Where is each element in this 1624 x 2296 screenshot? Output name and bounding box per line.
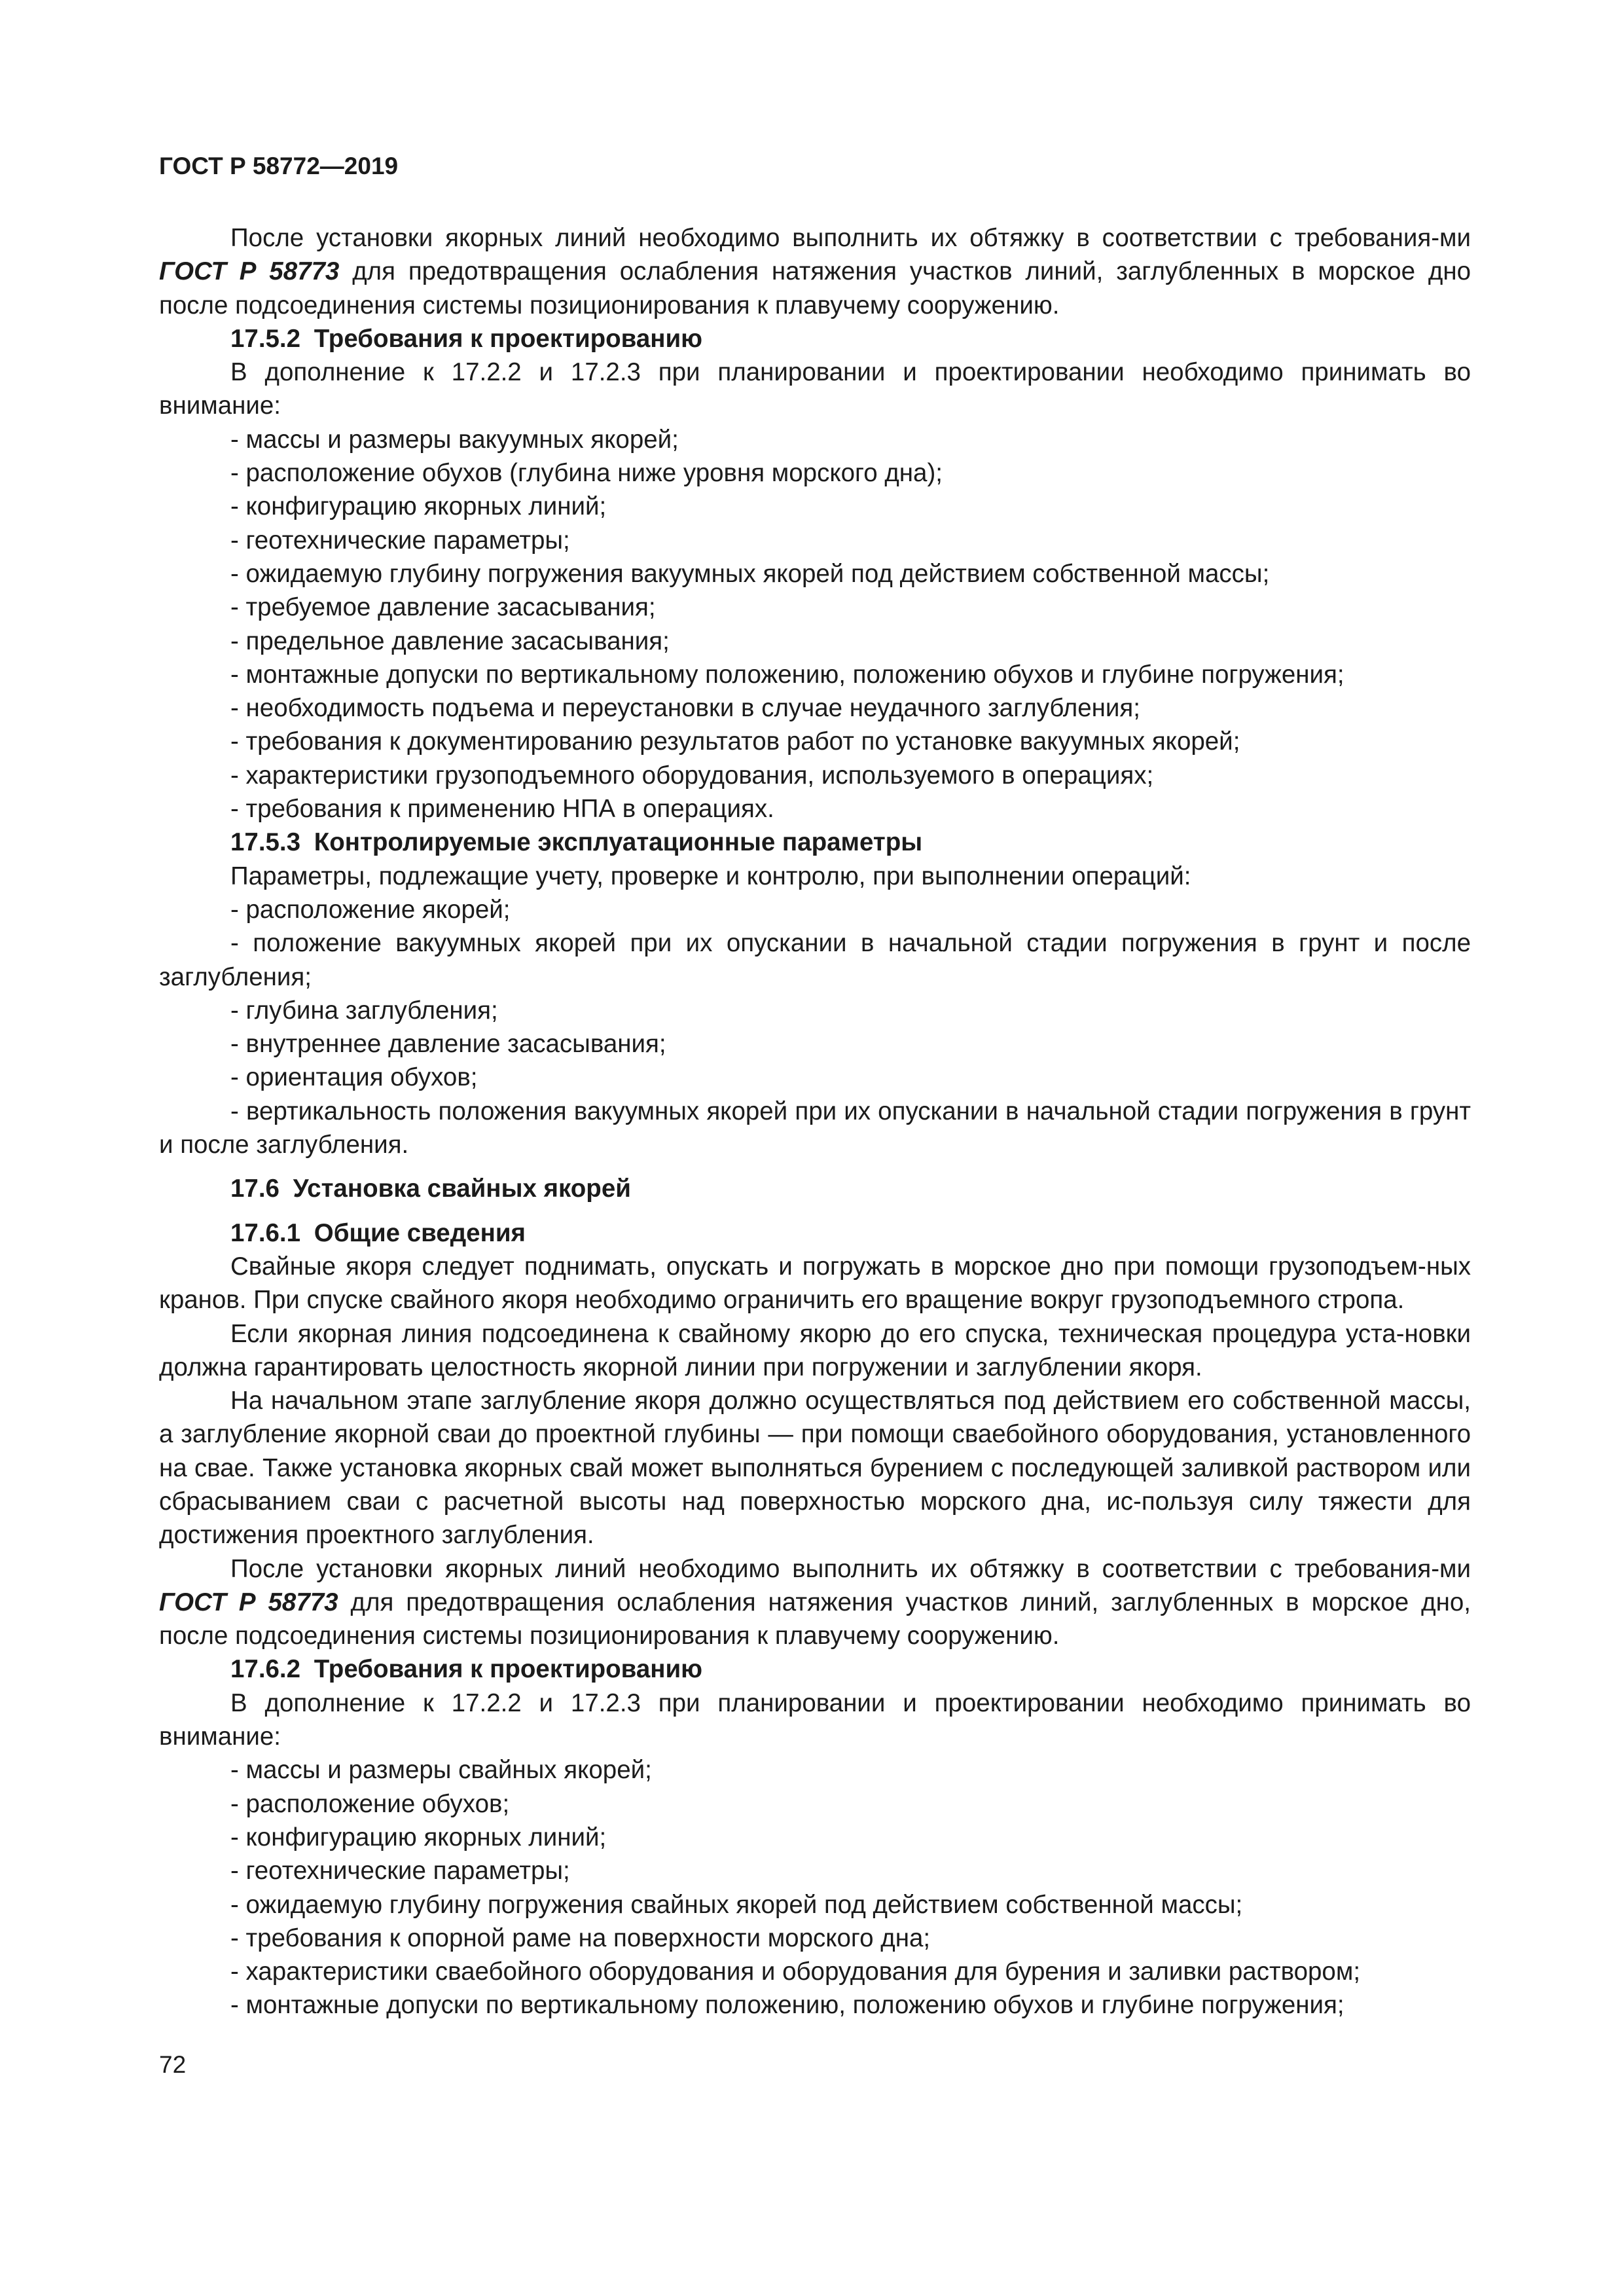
list-item: - конфигурацию якорных линий; — [230, 492, 607, 521]
list-item: - требуемое давление засасывания; — [230, 593, 656, 622]
section-heading-17-6 — [159, 1172, 1471, 1205]
body-paragraph: Свайные якоря следует поднимать, опускать и погружать в морское дно при помощи грузоподъем-ных кранов. При спуске свайного якоря необходимо ограничить его вращение вокруг грузоподъемного стропа. — [159, 1252, 1471, 1315]
text-fragment: После установки якорных линий необходимо выполнить их обтяжку в соответствии с требования-ми — [230, 1554, 1471, 1583]
list-item: - внутреннее давление засасывания; — [230, 1030, 666, 1059]
list-item: - расположение обухов (глубина ниже уровня морского дна); — [230, 459, 943, 488]
text-fragment: После установки якорных линий необходимо выполнить их обтяжку в соответствии с требования-ми — [230, 224, 1471, 252]
section-title: Требования к проектированию — [314, 324, 703, 353]
list-item: - характеристики сваебойного оборудования и оборудования для бурения и заливки раствором; — [230, 1958, 1361, 1986]
list-item: - ожидаемую глубину погружения вакуумных якорей под действием собственной массы; — [230, 559, 1270, 588]
section-number: 17.6.2 — [230, 1655, 301, 1684]
list-item: - геотехнические параметры; — [230, 1857, 570, 1886]
list-item: - монтажные допуски по вертикальному положению, положению обухов и глубине погружения; — [230, 1991, 1344, 2020]
list-item: - конфигурацию якорных линий; — [230, 1823, 607, 1851]
page-number: 72 — [159, 2051, 187, 2078]
subsection-heading-17-5-2 — [159, 322, 1471, 355]
standard-reference: ГОСТ Р 58773 — [159, 257, 340, 286]
list-item: - требования к применению НПА в операциях. — [230, 795, 774, 824]
list-item: - массы и размеры свайных якорей; — [230, 1756, 652, 1785]
list-item: - положение вакуумных якорей при их опускании в начальной стадии погружения в грунт и после заглубления; — [159, 929, 1471, 991]
section-number: 17.6 — [230, 1175, 280, 1203]
section-number: 17.5.2 — [230, 324, 301, 353]
list-item: - глубина заглубления; — [230, 996, 498, 1025]
list-item: - геотехнические параметры; — [230, 526, 570, 555]
section-title: Установка свайных якорей — [293, 1175, 631, 1203]
list-item: - расположение якорей; — [230, 895, 511, 924]
list-item: - предельное давление засасывания; — [230, 627, 670, 655]
subsection-heading-17-6-2 — [159, 1652, 1471, 1686]
lead-paragraph: В дополнение к 17.2.2 и 17.2.3 при планировании и проектировании необходимо принимать во внимание: — [159, 1688, 1471, 1751]
lead-paragraph: В дополнение к 17.2.2 и 17.2.3 при планировании и проектировании необходимо принимать во внимание: — [159, 358, 1471, 420]
standard-reference: ГОСТ Р 58773 — [159, 1588, 338, 1616]
list-item: - характеристики грузоподъемного оборудования, используемого в операциях; — [230, 761, 1154, 790]
section-title: Требования к проектированию — [314, 1655, 703, 1684]
body-paragraph: На начальном этапе заглубление якоря должно осуществляться под действием его собственной массы, а заглубление якорной сваи до проектной глубины — при помощи сваебойного оборудования, установленного на свае. Также установка якорных свай может выполняться бурением с последующей заливкой раствором или сбрасыванием сваи с расчетной высоты над поверхностью морского дна, ис-пользуя силу тяжести для достижения проектного заглубления. — [159, 1387, 1471, 1550]
document-header: ГОСТ Р 58772—2019 — [159, 153, 399, 179]
document-body — [159, 221, 1471, 2022]
list-item: - ориентация обухов; — [230, 1063, 478, 1092]
lead-paragraph: Параметры, подлежащие учету, проверке и контролю, при выполнении операций: — [230, 862, 1191, 890]
subsection-heading-17-5-3 — [159, 826, 1471, 859]
intro-paragraph — [159, 221, 1471, 322]
text-fragment: для предотвращения ослабления натяжения участков линий, заглубленных в морское дно после подсоединения системы позиционирования к плавучему сооружению. — [159, 257, 1471, 319]
list-item: - вертикальность положения вакуумных якорей при их опускании в начальной стадии погружения в грунт и после заглубления. — [159, 1097, 1471, 1159]
section-title: Общие сведения — [314, 1218, 526, 1247]
list-item: - монтажные допуски по вертикальному положению, положению обухов и глубине погружения; — [230, 660, 1344, 689]
list-item: - необходимость подъема и переустановки в случае неудачного заглубления; — [230, 694, 1140, 723]
section-title: Контролируемые эксплуатационные параметры — [314, 828, 923, 857]
body-paragraph: Если якорная линия подсоединена к свайному якорю до его спуска, техническая процедура уста-новки должна гарантировать целостность якорной линии при погружении и заглублении якоря. — [159, 1319, 1471, 1381]
list-item: - расположение обухов; — [230, 1789, 510, 1818]
subsection-heading-17-6-1 — [159, 1216, 1471, 1250]
list-item: - требования к документированию результатов работ по установке вакуумных якорей; — [230, 727, 1240, 756]
section-number: 17.6.1 — [230, 1218, 301, 1247]
text-fragment: для предотвращения ослабления натяжения участков линий, заглубленных в морское дно, после подсоединения системы позиционирования к плавучему сооружению. — [159, 1588, 1471, 1650]
list-item: - ожидаемую глубину погружения свайных якорей под действием собственной массы; — [230, 1890, 1243, 1919]
section-number: 17.5.3 — [230, 828, 301, 857]
list-item: - массы и размеры вакуумных якорей; — [230, 425, 679, 454]
body-paragraph — [159, 1552, 1471, 1653]
list-item: - требования к опорной раме на поверхности морского дна; — [230, 1923, 931, 1952]
